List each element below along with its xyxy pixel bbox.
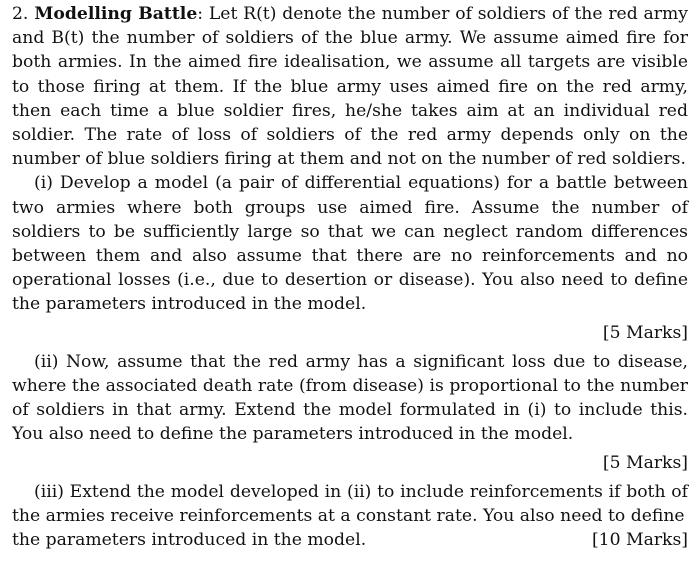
part-ii-text: (ii) Now, assume that the red army has a significant loss due to disease, where the associated death rate (from disease) is proportional to the number of soldiers in that army. Extend the model formulated in (i) to include this. You also need to define the parameters introduced in the model. xyxy=(12,351,688,445)
part-i-marks: [5 Marks] xyxy=(602,322,688,343)
question-title: Modelling Battle xyxy=(34,4,198,24)
part-i-text: (i) Develop a model (a pair of differential equations) for a battle between two armies where both groups use aimed fire. Assume the number of soldiers to be sufficiently large so that we can neglect random differences between them and also assume that there are no reinforcements and no operational losses (i.e., due to desertion or disease). You also need to define the parameters introduced in the model. xyxy=(12,173,688,315)
question-intro-text: : Let R(t) denote the number of soldiers of the red army and B(t) the number of soldiers of the blue army. We assume aimed fire for both armies. In the aimed fire idealisation, we assume all targets are visible to those firing at them. If the blue army uses aimed fire on the red army, then each time a blue soldier fires, he/she takes aim at an individual red soldier. The rate of loss of soldiers of the red army depends only on the number of blue soldiers firing at them and not on the number of red soldiers. xyxy=(12,4,688,170)
question-document xyxy=(12,2,688,552)
question-intro-paragraph xyxy=(12,2,688,171)
part-ii-marks: [5 Marks] xyxy=(602,452,688,473)
part-iii-marks: [10 Marks] xyxy=(591,530,688,551)
part-iii-last-line xyxy=(12,528,688,552)
question-number: 2. xyxy=(12,4,29,24)
part-iii-text: (iii) Extend the model developed in (ii) to include reinforcements if both of the armies receive reinforcements at a constant rate. You also need to define xyxy=(12,481,688,527)
part-iii-last-line-text: the parameters introduced in the model. xyxy=(12,530,367,551)
